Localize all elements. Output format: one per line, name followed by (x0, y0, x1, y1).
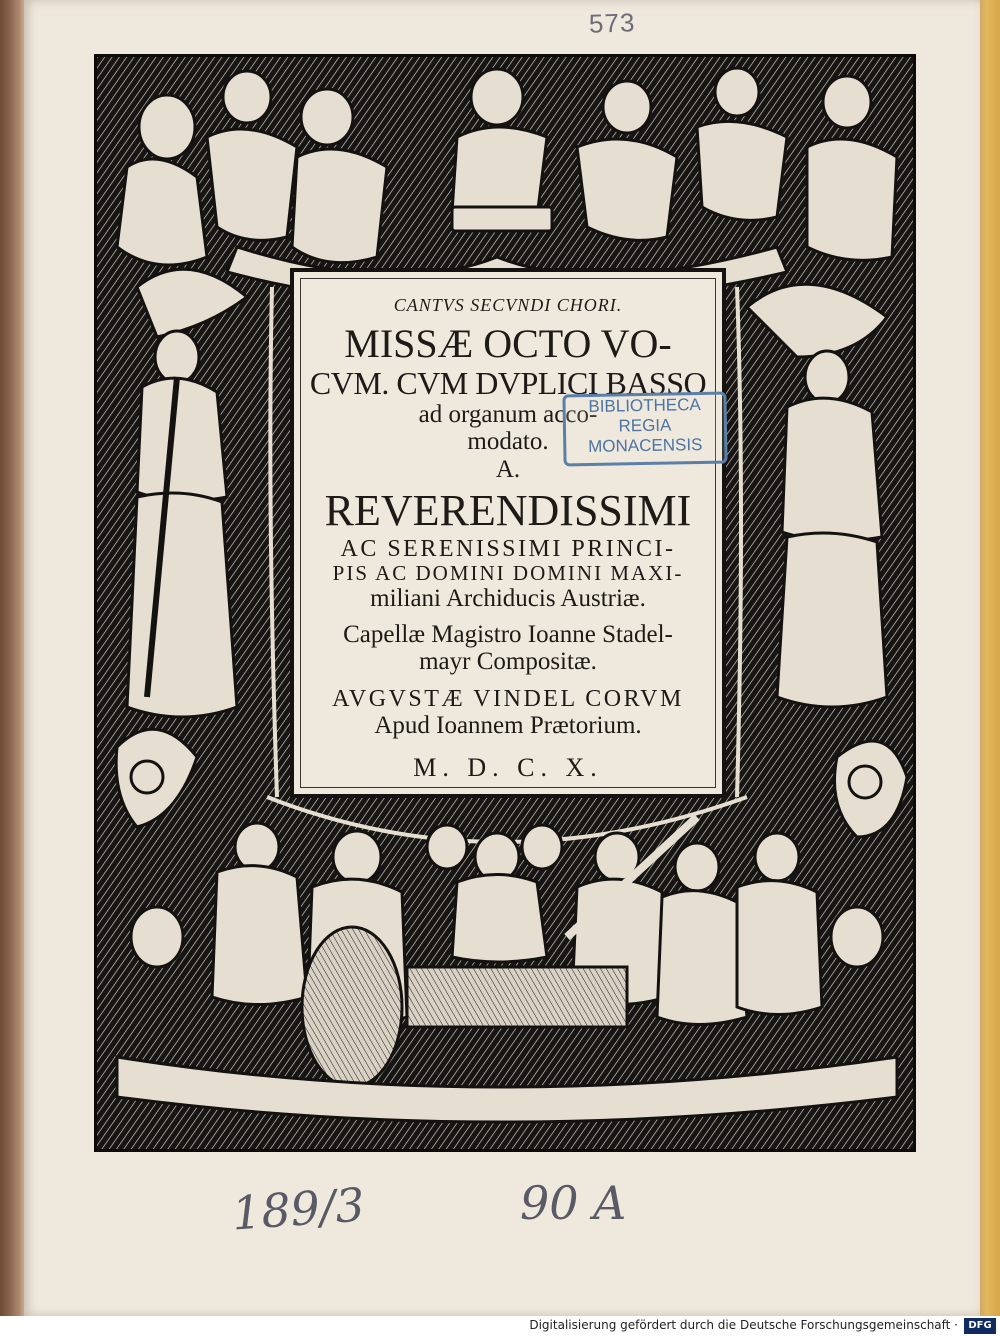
library-stamp (562, 392, 727, 467)
title-line-14: Apud Ioannem Prætorium. (374, 712, 642, 740)
title-text-panel (290, 268, 726, 798)
shelfmark-number: 573 (588, 7, 636, 39)
title-line-8: AC SERENISSIMI PRINCI- (340, 535, 676, 562)
handwritten-shelfmark-right: 90 A (520, 1176, 627, 1230)
stamp-line-3: MONACENSIS (587, 435, 703, 456)
title-line-10: miliani Archiducis Austriæ. (370, 585, 646, 613)
title-line-6: A. (495, 455, 521, 483)
book-spine-edge (0, 0, 26, 1316)
dfg-logo: DFG (964, 1318, 996, 1334)
handwritten-shelfmark-left: 189/3 (230, 1177, 367, 1241)
title-line-9: PIS AC DOMINI DOMINI MAXI- (332, 561, 684, 586)
title-line-12: mayr Compositæ. (419, 648, 597, 676)
title-line-1: CANTVS SECVNDI CHORI. (393, 295, 623, 315)
stamp-line-1: BIBLIOTHECA (588, 395, 701, 416)
footer-bar (0, 1316, 1000, 1336)
title-line-11: Capellæ Magistro Ioanne Stadel- (343, 620, 673, 648)
title-line-5: modato. (467, 428, 549, 456)
footer-credit: Digitalisierung gefördert durch die Deutsche Forschungsgemeinschaft · (529, 1318, 958, 1332)
title-line-7: REVERENDISSIMI (324, 486, 692, 536)
title-line-2: MISSÆ OCTO VO- (344, 320, 672, 366)
book-cover-edge (978, 0, 1000, 1316)
title-line-4: ad organum acco- (418, 400, 598, 428)
title-line-3: CVM. CVM DVPLICI BASSO (309, 364, 707, 401)
imprint-year: M. D. C. X. (413, 752, 603, 782)
title-line-13: AVGVSTÆ VINDEL CORVM (332, 685, 684, 712)
stamp-line-2: REGIA (618, 415, 672, 436)
